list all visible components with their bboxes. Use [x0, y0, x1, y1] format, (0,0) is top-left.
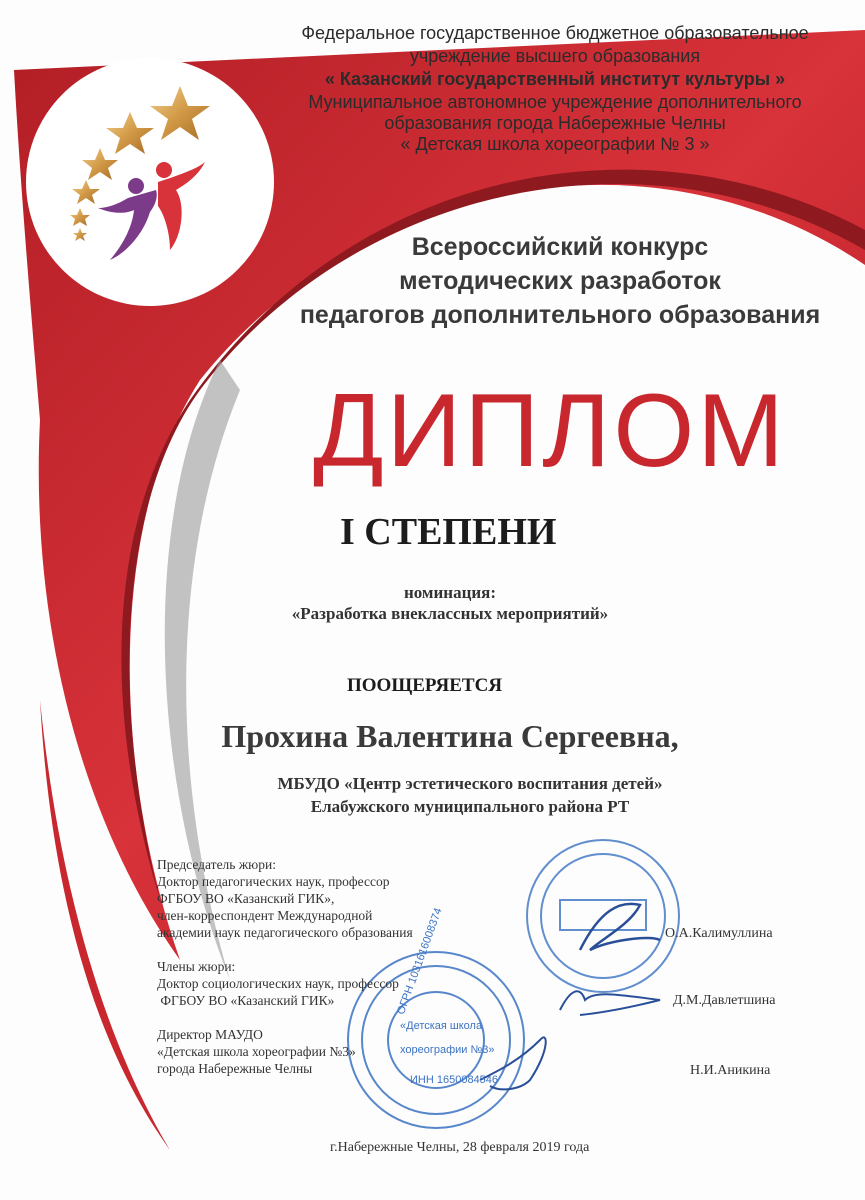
header-line-5: образования города Набережные Челны [384, 113, 726, 133]
member-line-3: ФГБОУ ВО «Казанский ГИК» [157, 993, 335, 1008]
chair-line-5: академии наук педагогического образования [157, 925, 413, 940]
recipient-org-line-1: МБУДО «Центр эстетического воспитания детей» [277, 774, 663, 793]
chair-line-4: член-корреспондент Международной [157, 908, 373, 923]
nomination-label: номинация: [403, 583, 497, 602]
member-line-2: Доктор социологических наук, профессор [157, 976, 399, 991]
header-line-4: Муниципальное автономное учреждение дополнительного [308, 92, 802, 112]
member-line-1: Члены жюри: [157, 959, 236, 974]
director-line-3: города Набережные Челны [157, 1061, 313, 1076]
recipient-name: Прохина Валентина Сергеевна, [221, 718, 679, 754]
nomination-value: «Разработка внеклассных мероприятий» [291, 604, 609, 623]
stamp-inn: ИНН 1650084546 [410, 1074, 499, 1086]
header-line-6: « Детская школа хореографии № 3 » [400, 134, 710, 154]
chair-line-2: Доктор педагогических наук, профессор [157, 874, 390, 889]
contest-line-1: Всероссийский конкурс [411, 233, 709, 261]
chair-name: О.А.Калимуллина [665, 926, 773, 941]
contest-line-2: методических разработок [399, 267, 721, 295]
chair-line-3: ФГБОУ ВО «Казанский ГИК», [157, 891, 335, 906]
stamp-center-line-2: хореографии №3» [400, 1044, 495, 1056]
diploma-title: ДИПЛОМ [313, 373, 787, 489]
encourages-label: ПООЩЕРЯЕТСЯ [347, 675, 503, 696]
contest-line-3: педагогов дополнительного образования [299, 301, 821, 329]
director-line-2: «Детская школа хореографии №3» [157, 1044, 356, 1059]
signature-member [560, 991, 660, 1015]
logo-disk [26, 58, 274, 306]
header-line-1: Федеральное государственное бюджетное образовательное [301, 23, 809, 43]
chair-line-1: Председатель жюри: [157, 857, 276, 872]
place-date: г.Набережные Челны, 28 февраля 2019 года [330, 1140, 590, 1155]
stamp-ogrn: ОГРН 1031616008374 [395, 906, 445, 1017]
signature-chair [580, 904, 660, 950]
diploma-degree: I СТЕПЕНИ [340, 511, 557, 553]
stamp-center-line-1: «Детская школа [400, 1020, 483, 1032]
header-line-2: учреждение высшего образования [409, 46, 701, 66]
director-line-1: Директор МАУДО [157, 1027, 263, 1042]
header-line-3: « Казанский государственный институт культуры » [324, 69, 786, 89]
member-name: Д.М.Давлетшина [673, 993, 776, 1008]
recipient-org-line-2: Елабужского муниципального района РТ [310, 797, 630, 816]
director-name: Н.И.Аникина [690, 1063, 771, 1078]
